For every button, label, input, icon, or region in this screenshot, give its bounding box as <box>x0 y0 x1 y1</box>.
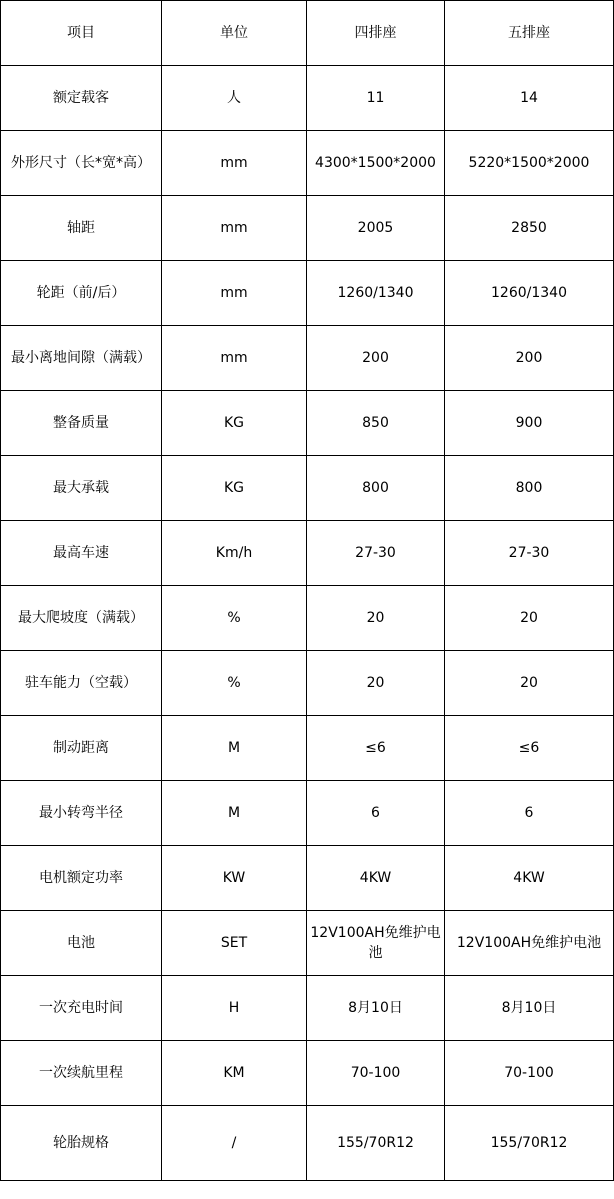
row-item-cell: 最大爬坡度（满载） <box>1 586 162 651</box>
row-four-row-value: 20 <box>307 651 445 716</box>
row-four-row-value: 1260/1340 <box>307 261 445 326</box>
table-row <box>1 651 614 716</box>
table-row <box>1 1041 614 1106</box>
row-unit-cell: KW <box>162 846 307 911</box>
table-header-row <box>1 1 614 66</box>
table-row <box>1 326 614 391</box>
row-four-row-value: 70-100 <box>307 1041 445 1106</box>
row-five-row-value: 1260/1340 <box>445 261 614 326</box>
row-unit-cell: H <box>162 976 307 1041</box>
table-row <box>1 716 614 781</box>
row-unit-cell: M <box>162 781 307 846</box>
row-unit-cell: mm <box>162 326 307 391</box>
row-item-cell: 电池 <box>1 911 162 976</box>
header-unit: 单位 <box>162 1 307 66</box>
row-unit-cell: 人 <box>162 66 307 131</box>
row-four-row-value: 27-30 <box>307 521 445 586</box>
row-unit-cell: % <box>162 651 307 716</box>
row-unit-cell: KG <box>162 456 307 521</box>
row-unit-cell: mm <box>162 196 307 261</box>
row-four-row-value: 200 <box>307 326 445 391</box>
row-unit-cell: KG <box>162 391 307 456</box>
table-row <box>1 586 614 651</box>
row-item-cell: 轮距（前/后） <box>1 261 162 326</box>
row-five-row-value: 5220*1500*2000 <box>445 131 614 196</box>
row-four-row-value: 850 <box>307 391 445 456</box>
table-row <box>1 196 614 261</box>
header-item: 项目 <box>1 1 162 66</box>
row-item-cell: 外形尺寸（长*宽*高） <box>1 131 162 196</box>
table-row <box>1 521 614 586</box>
table-row <box>1 261 614 326</box>
row-five-row-value: 20 <box>445 651 614 716</box>
row-five-row-value: 900 <box>445 391 614 456</box>
row-item-cell: 一次充电时间 <box>1 976 162 1041</box>
row-item-cell: 电机额定功率 <box>1 846 162 911</box>
row-five-row-value: 800 <box>445 456 614 521</box>
row-five-row-value: 12V100AH免维护电池 <box>445 911 614 976</box>
table-row <box>1 1106 614 1181</box>
row-item-cell: 制动距离 <box>1 716 162 781</box>
row-item-cell: 最小转弯半径 <box>1 781 162 846</box>
row-five-row-value: 20 <box>445 586 614 651</box>
row-five-row-value: 4KW <box>445 846 614 911</box>
row-four-row-value: 2005 <box>307 196 445 261</box>
row-four-row-value: 155/70R12 <box>307 1106 445 1181</box>
row-five-row-value: 27-30 <box>445 521 614 586</box>
row-unit-cell: M <box>162 716 307 781</box>
table-row <box>1 456 614 521</box>
table-row <box>1 391 614 456</box>
table-row <box>1 976 614 1041</box>
row-item-cell: 整备质量 <box>1 391 162 456</box>
table-row <box>1 911 614 976</box>
row-unit-cell: % <box>162 586 307 651</box>
row-unit-cell: Km/h <box>162 521 307 586</box>
row-five-row-value: 2850 <box>445 196 614 261</box>
row-four-row-value: 8月10日 <box>307 976 445 1041</box>
table-row <box>1 131 614 196</box>
row-five-row-value: 200 <box>445 326 614 391</box>
row-item-cell: 额定载客 <box>1 66 162 131</box>
table-row <box>1 66 614 131</box>
row-item-cell: 最高车速 <box>1 521 162 586</box>
row-item-cell: 驻车能力（空载） <box>1 651 162 716</box>
row-five-row-value: 70-100 <box>445 1041 614 1106</box>
row-four-row-value: 800 <box>307 456 445 521</box>
row-item-cell: 最大承载 <box>1 456 162 521</box>
row-four-row-value: 12V100AH免维护电池 <box>307 911 445 976</box>
row-four-row-value: ≤6 <box>307 716 445 781</box>
header-five-row-seat: 五排座 <box>445 1 614 66</box>
row-five-row-value: 155/70R12 <box>445 1106 614 1181</box>
header-four-row-seat: 四排座 <box>307 1 445 66</box>
row-four-row-value: 20 <box>307 586 445 651</box>
row-four-row-value: 11 <box>307 66 445 131</box>
row-unit-cell: / <box>162 1106 307 1181</box>
row-unit-cell: KM <box>162 1041 307 1106</box>
row-unit-cell: SET <box>162 911 307 976</box>
row-five-row-value: 14 <box>445 66 614 131</box>
row-five-row-value: ≤6 <box>445 716 614 781</box>
row-five-row-value: 6 <box>445 781 614 846</box>
row-item-cell: 轴距 <box>1 196 162 261</box>
row-item-cell: 最小离地间隙（满载） <box>1 326 162 391</box>
table-row <box>1 781 614 846</box>
row-four-row-value: 6 <box>307 781 445 846</box>
row-item-cell: 一次续航里程 <box>1 1041 162 1106</box>
table-row <box>1 846 614 911</box>
row-item-cell: 轮胎规格 <box>1 1106 162 1181</box>
row-unit-cell: mm <box>162 261 307 326</box>
row-five-row-value: 8月10日 <box>445 976 614 1041</box>
row-four-row-value: 4300*1500*2000 <box>307 131 445 196</box>
row-four-row-value: 4KW <box>307 846 445 911</box>
row-unit-cell: mm <box>162 131 307 196</box>
